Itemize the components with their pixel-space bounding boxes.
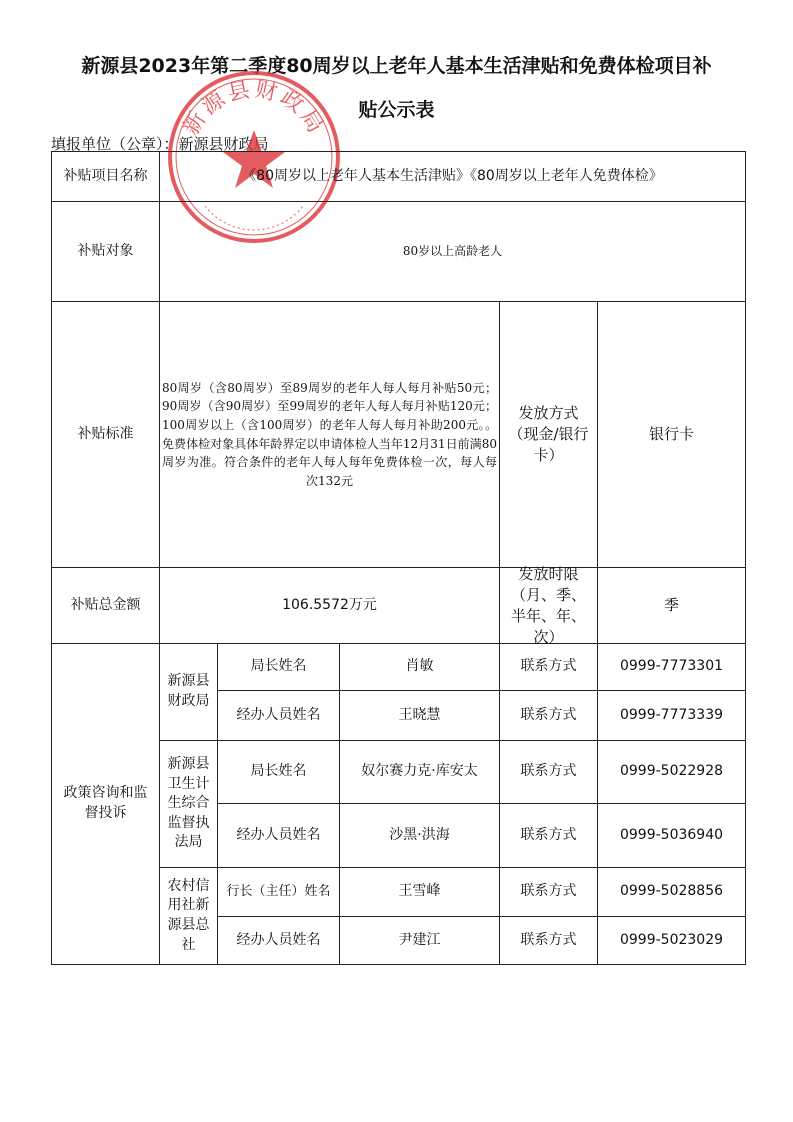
- supervision-label: 政策咨询和监督投诉: [63, 785, 148, 821]
- contact-label-cell: 联系方式: [520, 826, 577, 843]
- phone-cell: 0999-5022928: [619, 763, 724, 780]
- role-cell: 经办人员姓名: [236, 931, 321, 948]
- role-cell: 局长姓名: [250, 658, 307, 675]
- total-label: 补贴总金额: [70, 596, 141, 613]
- project-name-label: 补贴项目名称: [63, 167, 148, 184]
- org-name: 新源县卫生计生综合监督执法局: [167, 756, 210, 851]
- role-cell: 经办人员姓名: [236, 706, 321, 723]
- contact-label-cell: 联系方式: [520, 763, 577, 780]
- standard-value: 80周岁（含80周岁）至89周岁的老年人每人每月补贴50元；90周岁（含90周岁）至99周岁的老年人每人每月补贴120元；100周岁以上（含100周岁）的老年人每人每月补助200元。。免费体检对象具体年龄界定以申请体检人当年12月31日前满80周岁为准。符合条件的老年人每人每年免费体检一次，每人每次132元: [162, 380, 497, 488]
- person-cell: 沙黑·洪海: [389, 826, 450, 843]
- person-cell: 王雪峰: [398, 883, 441, 900]
- phone-cell: 0999-7773339: [619, 706, 724, 723]
- contact-label-cell: 联系方式: [520, 883, 577, 900]
- contact-label-cell: 联系方式: [520, 658, 577, 675]
- period-value: 季: [663, 596, 679, 614]
- contact-label-cell: 联系方式: [520, 706, 577, 723]
- phone-cell: 0999-5023029: [619, 931, 724, 948]
- person-cell: 肖敏: [405, 658, 434, 675]
- phone-cell: 0999-7773301: [619, 658, 724, 675]
- role-cell: 行长（主任）姓名: [226, 883, 331, 899]
- person-cell: 奴尔赛力克·库安太: [361, 763, 478, 780]
- target-value: 80岁以上高龄老人: [402, 244, 503, 259]
- contact-label-cell: 联系方式: [520, 931, 577, 948]
- payment-method-label: 发放方式（现金/银行卡）: [508, 404, 589, 464]
- title-line-1: 新源县2023年第二季度80周岁以上老年人基本生活津贴和免费体检项目补: [81, 55, 712, 77]
- org-name: 农村信用社新源县总社: [167, 877, 210, 953]
- target-label: 补贴对象: [77, 242, 134, 259]
- person-cell: 王晓慧: [398, 706, 441, 723]
- payment-method-value: 银行卡: [648, 425, 694, 443]
- phone-cell: 0999-5036940: [619, 826, 724, 843]
- project-name-value: 《80周岁以上老年人基本生活津贴》《80周岁以上老年人免费体检》: [242, 167, 663, 184]
- phone-cell: 0999-5028856: [619, 883, 724, 900]
- filing-unit: 填报单位（公章）：新源县财政局: [51, 135, 269, 153]
- title-line-2: 贴公示表: [358, 99, 435, 121]
- org-name: 新源县财政局: [167, 673, 210, 709]
- role-cell: 局长姓名: [250, 763, 307, 780]
- total-value: 106.5572万元: [282, 596, 377, 613]
- seal-text: 新源县财政局: [178, 77, 330, 140]
- role-cell: 经办人员姓名: [236, 826, 321, 843]
- standard-value-wrap: [160, 302, 499, 567]
- period-label: 发放时限（月、季、半年、年、次）: [510, 564, 586, 646]
- person-cell: 尹建江: [398, 931, 441, 948]
- standard-label: 补贴标准: [77, 425, 134, 442]
